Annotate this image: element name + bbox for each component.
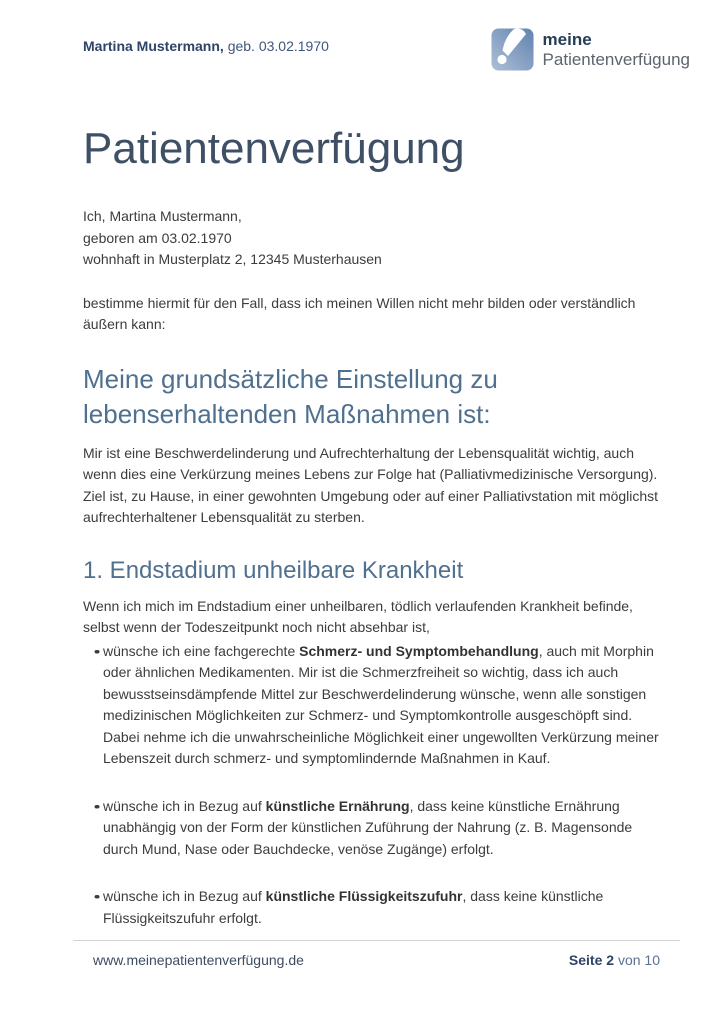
owner-line [83, 38, 329, 54]
owner-birthdate: geb. 03.02.1970 [223, 38, 329, 54]
section1-heading: 1. Endstadium unheilbare Krankheit [83, 556, 464, 584]
bullet-text-post: , dass keine künstliche Ernährung unabhängig von der Form der künstlichen Zuführung der Nahrung (z. B. Magensonde durch Mund, Nase oder Bauchdecke, venöse Zugänge) erfolgt. [103, 797, 633, 857]
page-number-total: von 10 [614, 952, 660, 968]
bullet-text-pre: wünsche ich in Bezug auf [103, 888, 266, 904]
declaration-statement: bestimme hiermit für den Fall, dass ich meinen Willen nicht mehr bilden oder verständlich äußern kann: [83, 294, 636, 332]
logo-wordmark-line1: meine [542, 29, 592, 49]
attitude-body: Mir ist eine Beschwerdelinderung und Aufrechterhaltung der Lebensqualität wichtig, auch wenn dies eine Verkürzung meines Lebens zur Folge hat (Palliativmedizinische Versorgung). Ziel ist, zu Hause, in einer gewohnten Umgebung oder auf einer Palliativstation mit möglichst aufrechterhaltener Lebensqualität zu sterben. [83, 444, 659, 525]
footer-website-link[interactable]: www.meinepatientenverfügung.de [93, 952, 304, 968]
page-footer [73, 940, 680, 968]
bullet-text-post: , auch mit Morphin oder ähnlichen Medikamenten. Mir ist die Schmerzfreiheit so wichtig, dass ich auch bewusstseinsdämpfende Mittel zur Beschwerdelinderung wünsche, wenn alle sonstigen medizinischen Möglichkeiten zur Schmerz- und Symptomkontrolle ausgeschöpft sind. Dabei nehme ich die unwahrscheinliche Möglichkeit einer ungewollten Verkürzung meiner Lebenszeit durch schmerz- und symptomlindernde Maßnahmen in Kauf. [103, 642, 659, 766]
page-number-current: Seite 2 [568, 952, 615, 968]
list-item [83, 796, 660, 861]
declarant-name-line: Ich, Martina Mustermann, [83, 208, 242, 224]
bullet-icon: •• [94, 798, 98, 814]
owner-name: Martina Mustermann, [83, 38, 224, 54]
list-item [83, 886, 660, 929]
bullet-text-bold: künstliche Flüssigkeitszufuhr [265, 888, 463, 904]
page-header [0, 0, 726, 78]
declarant-address-line: wohnhaft in Musterplatz 2, 12345 Musterhausen [83, 251, 382, 267]
list-item [83, 641, 660, 770]
page-number [569, 952, 660, 968]
declarant-block [83, 206, 660, 271]
attitude-heading: Meine grundsätzliche Einstellung zu lebenserhaltenden Maßnahmen ist: [83, 363, 498, 429]
logo-exclamation-icon [491, 28, 534, 71]
document-content [83, 124, 660, 929]
bullet-text-bold: Schmerz- und Symptombehandlung [299, 642, 539, 659]
bullet-text-post: , dass keine künstliche Flüssigkeitszufuhr erfolgt. [103, 888, 604, 926]
logo-wordmark [543, 30, 690, 69]
bullet-icon: •• [94, 889, 98, 904]
bullet-text-pre: wünsche ich eine fachgerechte [103, 642, 300, 659]
logo-wordmark-line2: Patientenverfügung [542, 49, 690, 69]
section1-intro: Wenn ich mich im Endstadium einer unheilbaren, tödlich verlaufenden Krankheit befinde, selbst wenn der Todeszeitpunkt noch nicht absehbar ist, [83, 597, 633, 635]
bullet-icon: •• [94, 643, 98, 659]
section1-bullet-list [83, 641, 660, 930]
declarant-birth-line: geboren am 03.02.1970 [83, 229, 232, 246]
document-title: Patientenverfügung [83, 124, 465, 173]
bullet-text-pre: wünsche ich in Bezug auf [103, 797, 266, 814]
bullet-text-bold: künstliche Ernährung [265, 797, 410, 814]
brand-logo [491, 28, 690, 71]
